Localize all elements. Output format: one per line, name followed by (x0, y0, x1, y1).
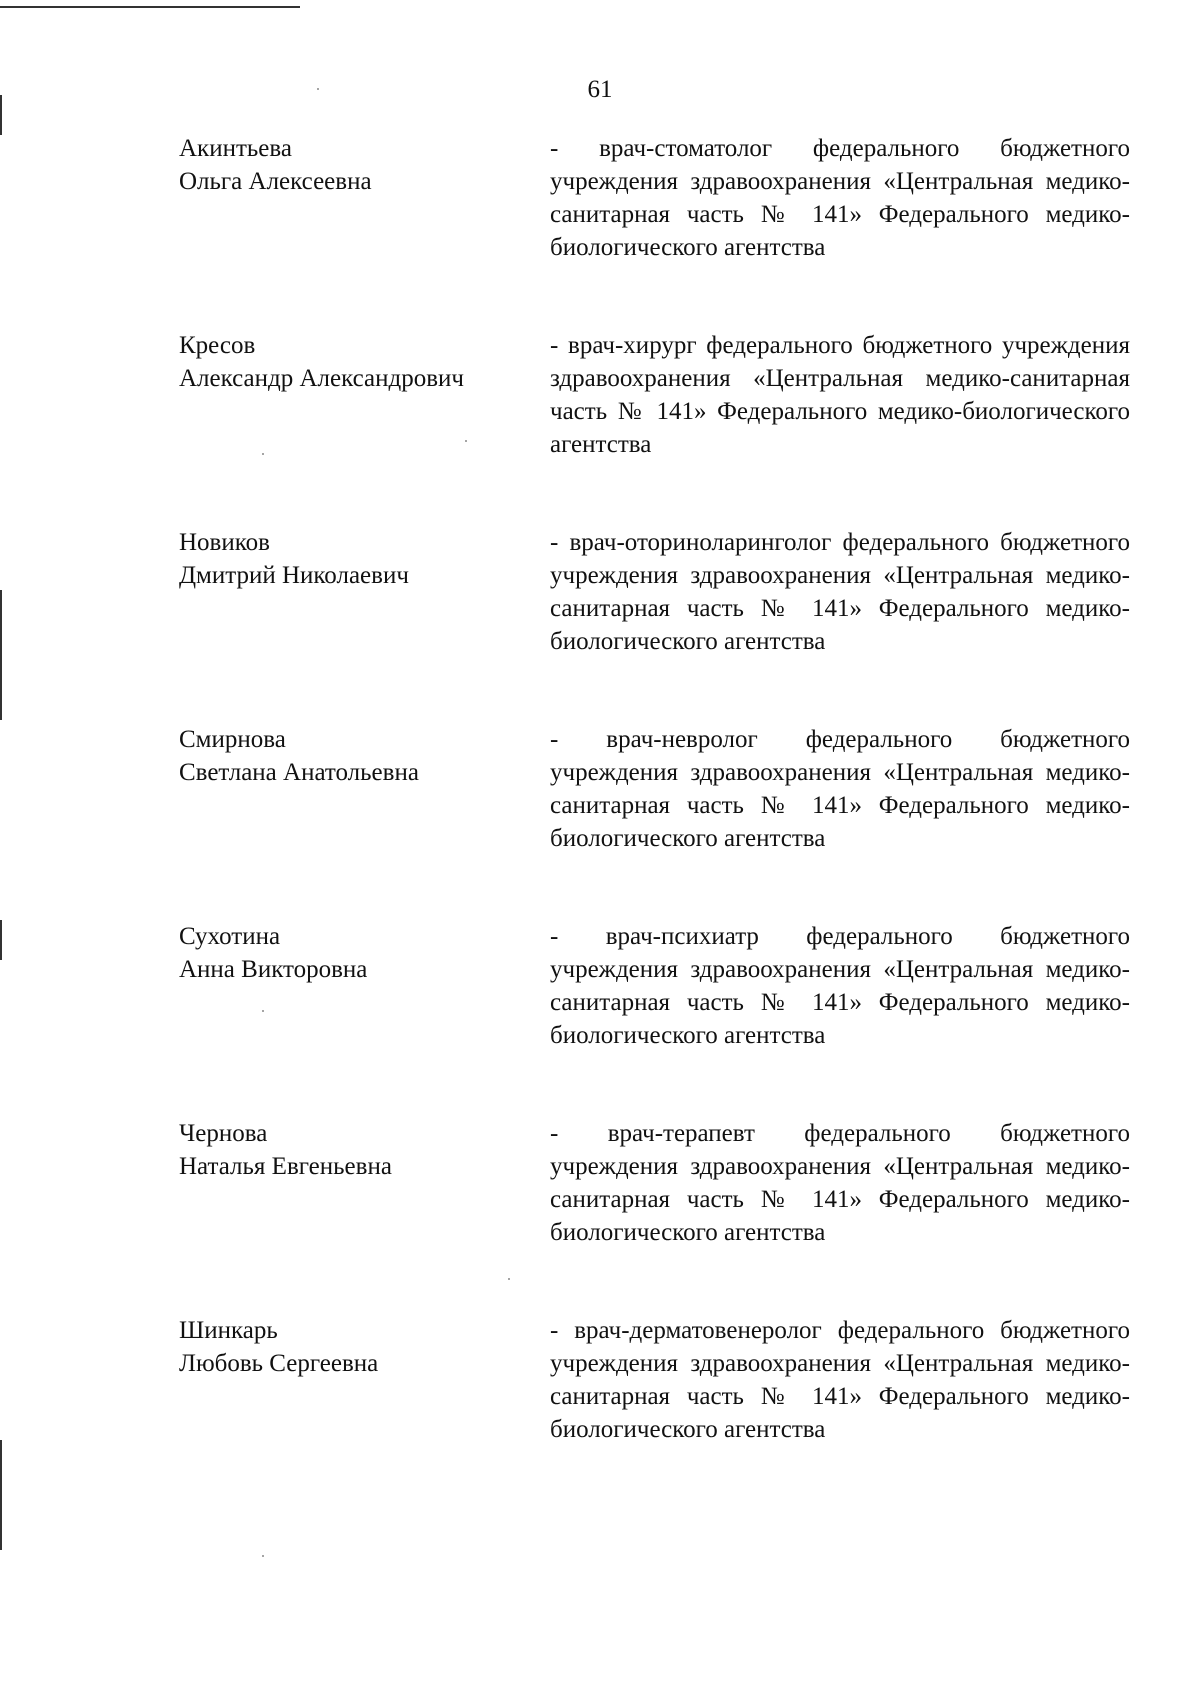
scan-top-rule (0, 6, 300, 8)
person-position: - врач-терапевт федерального бюджетного учреждения здравоохранения «Центральная медико-санитарная часть № 141» Федерального медико-биологического агентства (550, 1120, 1130, 1246)
person-surname: Шинкарь (179, 1317, 278, 1344)
person-position: - врач-оториноларинголог федерального бюджетного учреждения здравоохранения «Центральная медико-санитарная часть № 141» Федерального медико-биологического агентства (550, 529, 1130, 655)
person-surname: Сухотина (179, 923, 281, 950)
person-name (179, 1314, 519, 1380)
person-name (179, 1117, 519, 1183)
person-given-names: Светлана Анатольевна (179, 759, 419, 786)
person-surname: Новиков (179, 529, 270, 556)
personnel-entry (179, 920, 1130, 1117)
person-given-names: Александр Александрович (179, 365, 464, 392)
person-surname: Кресов (179, 332, 256, 359)
person-position: - врач-хирург федерального бюджетного учреждения здравоохранения «Центральная медико-санитарная часть № 141» Федерального медико-биологического агентства (550, 332, 1130, 458)
person-given-names: Любовь Сергеевна (179, 1350, 379, 1377)
personnel-entry (179, 329, 1130, 526)
person-position: - врач-дерматовенеролог федерального бюджетного учреждения здравоохранения «Центральная медико-санитарная часть № 141» Федерального медико-биологического агентства (550, 1317, 1130, 1443)
person-given-names: Дмитрий Николаевич (179, 562, 409, 589)
person-surname: Смирнова (179, 726, 286, 753)
personnel-entry (179, 1117, 1130, 1314)
personnel-list (179, 132, 1130, 1494)
scan-edge-mark (0, 920, 2, 960)
person-name (179, 526, 519, 592)
person-name (179, 723, 519, 789)
person-name (179, 132, 519, 198)
person-given-names: Ольга Алексеевна (179, 168, 372, 195)
personnel-entry (179, 723, 1130, 920)
personnel-entry (179, 132, 1130, 329)
person-position: - врач-невролог федерального бюджетного учреждения здравоохранения «Центральная медико-санитарная часть № 141» Федерального медико-биологического агентства (550, 726, 1130, 852)
person-given-names: Анна Викторовна (179, 956, 368, 983)
person-position: - врач-стоматолог федерального бюджетного учреждения здравоохранения «Центральная медико-санитарная часть № 141» Федерального медико-биологического агентства (550, 135, 1130, 261)
personnel-entry (179, 1314, 1130, 1494)
scan-speck (262, 1555, 264, 1557)
person-name (179, 920, 519, 986)
person-surname: Чернова (179, 1120, 268, 1147)
person-surname: Акинтьева (179, 135, 292, 162)
page-number: 61 (587, 76, 613, 103)
person-position: - врач-психиатр федерального бюджетного учреждения здравоохранения «Центральная медико-санитарная часть № 141» Федерального медико-биологического агентства (550, 923, 1130, 1049)
scan-edge-mark (0, 1440, 2, 1550)
person-name (179, 329, 519, 395)
person-given-names: Наталья Евгеньевна (179, 1153, 392, 1180)
scan-edge-mark (0, 590, 2, 720)
personnel-entry (179, 526, 1130, 723)
